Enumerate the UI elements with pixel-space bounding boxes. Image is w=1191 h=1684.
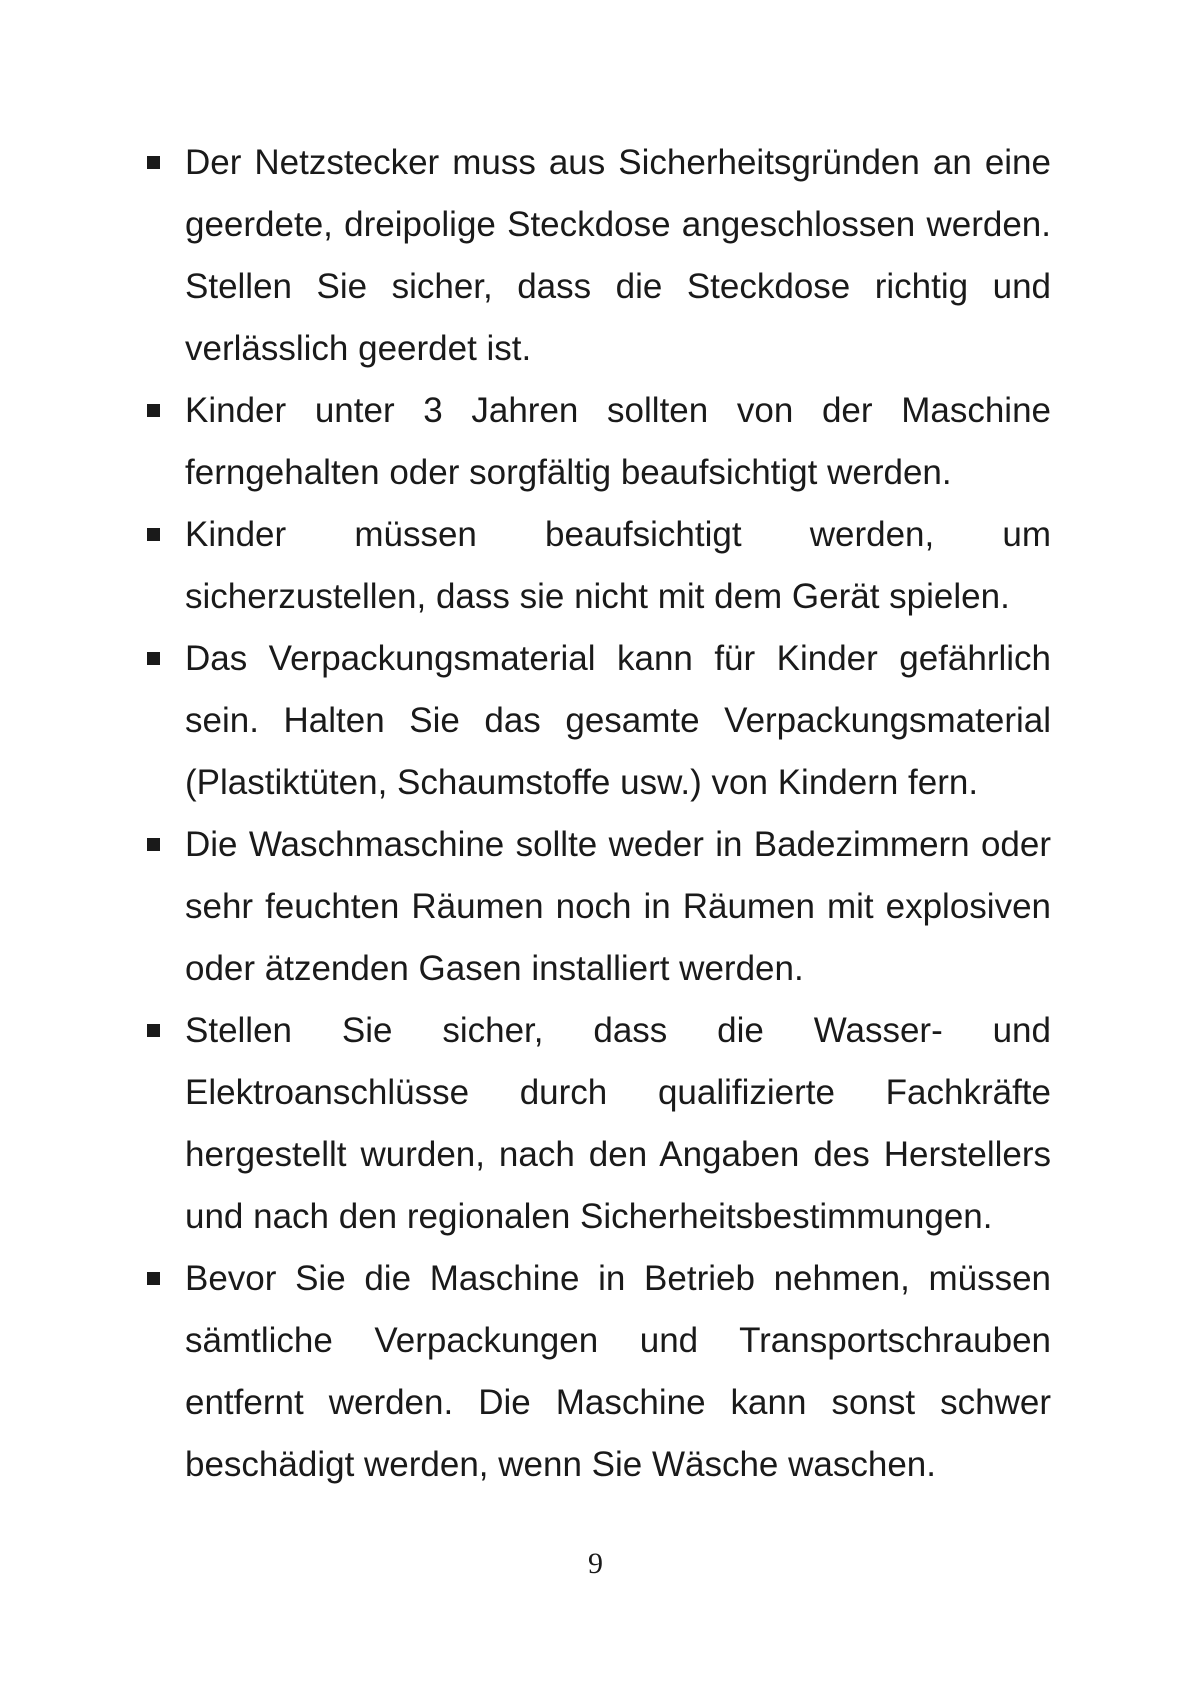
bullet-text: Stellen Sie sicher, dass die Wasser- und Elektroanschlüsse durch qualifizierte Fachkräfte hergestellt wurden, nach den Angaben des Herstellers und nach den regionalen Sicherheitsbestimmungen. [185, 1011, 1051, 1236]
bullet-item [145, 1000, 1051, 1248]
square-bullet-icon [147, 404, 160, 417]
square-bullet-icon [147, 528, 160, 541]
bullet-item [145, 1248, 1051, 1496]
bullet-text: Das Verpackungsmaterial kann für Kinder gefährlich sein. Halten Sie das gesamte Verpackungsmaterial (Plastiktüten, Schaumstoffe usw.) von Kindern fern. [185, 639, 1051, 802]
bullet-item [145, 628, 1051, 814]
square-bullet-icon [147, 156, 160, 169]
bullet-text: Der Netzstecker muss aus Sicherheitsgründen an eine geerdete, dreipolige Steckdose angeschlossen werden. Stellen Sie sicher, dass die Steckdose richtig und verlässlich geerdet ist. [185, 143, 1051, 368]
bullet-text: Kinder müssen beaufsichtigt werden, um sicherzustellen, dass sie nicht mit dem Gerät spielen. [185, 515, 1051, 616]
bullet-item [145, 504, 1051, 628]
safety-bullet-list [145, 132, 1051, 1496]
bullet-text: Bevor Sie die Maschine in Betrieb nehmen, müssen sämtliche Verpackungen und Transportschrauben entfernt werden. Die Maschine kann sonst schwer beschädigt werden, wenn Sie Wäsche waschen. [185, 1259, 1051, 1484]
square-bullet-icon [147, 1272, 160, 1285]
bullet-item [145, 380, 1051, 504]
square-bullet-icon [147, 1024, 160, 1037]
square-bullet-icon [147, 652, 160, 665]
bullet-text: Kinder unter 3 Jahren sollten von der Maschine ferngehalten oder sorgfältig beaufsichtigt werden. [185, 391, 1051, 492]
bullet-item [145, 132, 1051, 380]
square-bullet-icon [147, 838, 160, 851]
bullet-text: Die Waschmaschine sollte weder in Badezimmern oder sehr feuchten Räumen noch in Räumen mit explosiven oder ätzenden Gasen installiert werden. [185, 825, 1051, 988]
bullet-item [145, 814, 1051, 1000]
page-number: 9 [588, 1547, 603, 1580]
